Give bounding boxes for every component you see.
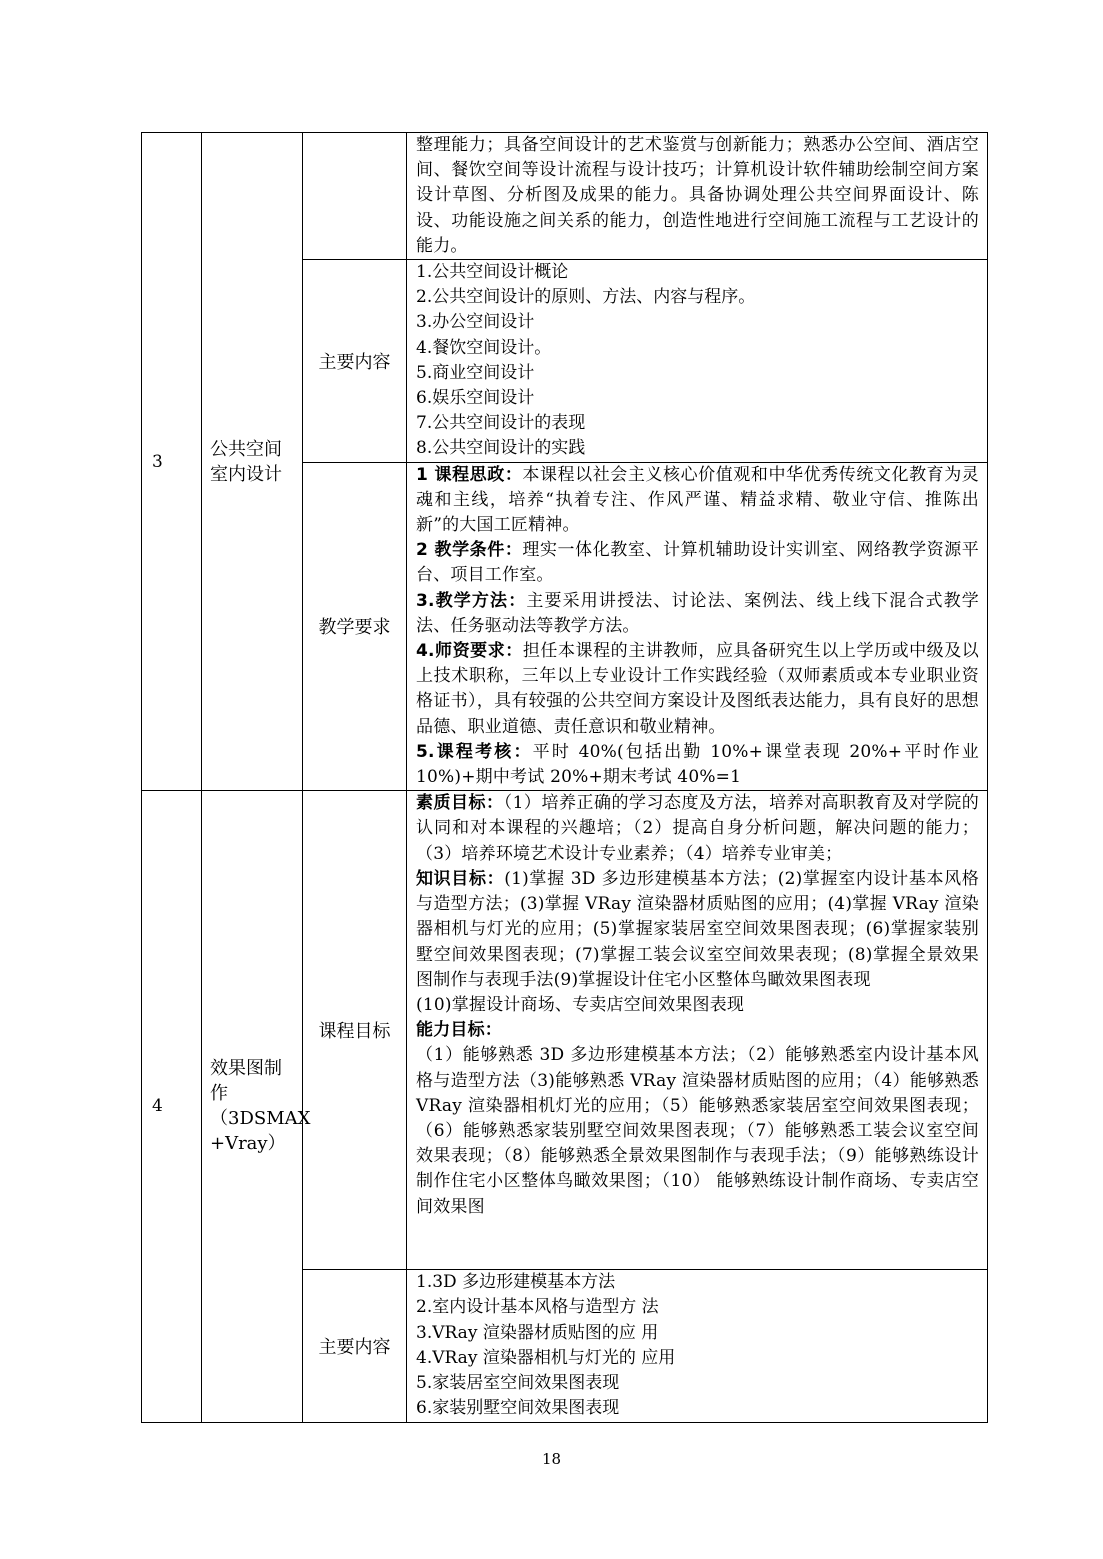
item-label-cell [303, 791, 407, 1270]
course-name-cell [202, 133, 303, 791]
list-item: 1.3D 多边形建模基本方法 [416, 1272, 616, 1293]
requirement-text: 主要采用讲授法、讨论法、案例法、线上线下混合式教学法、任务驱动法等教学方法。 [416, 590, 980, 636]
requirement-keyword: 2 教学条件： [416, 540, 523, 561]
table-row [142, 133, 988, 260]
content-cell [407, 462, 988, 791]
list-item: 5.家装居室空间效果图表现 [416, 1373, 620, 1394]
course-name-line: （3DSMAX [210, 1108, 311, 1130]
empty-item-cell [303, 133, 407, 260]
course-name-line: +Vray） [210, 1133, 286, 1155]
course-number-cell [142, 133, 202, 791]
requirement-text: 平时 40%(包括出勤 10%+课堂表现 20%+平时作业 10%)+期中考试 20%+期末考试 40%=1 [416, 741, 980, 788]
goal-text: （1）能够熟悉 3D 多边形建模基本方法；（2）能够熟悉室内设计基本风格与造型方法（3)能够熟悉 VRay 渲染器材质贴图的应用；（4）能够熟悉 VRay 渲染器相机灯光的应用；（5）能够熟悉家装居室空间效果图表现；（6）能够熟悉家装别墅空间效果图表现；（7）能够熟悉工装会议室空间效果表现；（8）能够熟悉全景效果图制作与表现手法；（9）能够熟练设计制作住宅小区整体鸟瞰效果图；（10） 能够熟练设计制作商场、专卖店空间效果图 [416, 1045, 979, 1217]
item-label-cell [303, 462, 407, 791]
list-item: 4.VRay 渲染器相机与灯光的 应用 [416, 1347, 676, 1368]
list-item: 1.公共空间设计概论 [416, 262, 569, 283]
ability-continuation-text: 整理能力；具备空间设计的艺术鉴赏与创新能力；熟悉办公空间、酒店空间、餐饮空间等设计流程与设计技巧；计算机设计软件辅助绘制空间方案设计草图、分析图及成果的能力。具备协调处理公共空间界面设计、陈设、功能设施之间关系的能力，创造性地进行空间施工流程与工艺设计的能力。 [416, 135, 979, 256]
list-item: 4.餐饮空间设计。 [416, 337, 552, 358]
list-item: 5.商业空间设计 [416, 362, 535, 383]
requirement-paragraph [416, 740, 979, 790]
course-name-cell [202, 791, 311, 1422]
goal-text: （1）培养正确的学习态度及方法，培养对高职教育及对学院的认同和对本课程的兴趣培；（2）提高自身分析问题，解决问题的能力；（3）培养环境艺术设计专业素养；（4）培养专业审美； [416, 793, 979, 864]
list-item: 8.公共空间设计的实践 [416, 438, 586, 459]
content-cell [407, 1270, 988, 1422]
requirement-paragraph [416, 538, 979, 588]
goal-paragraph [416, 1018, 979, 1043]
item-label-teaching-requirements: 教学要求 [318, 617, 391, 639]
item-label-main-content: 主要内容 [318, 1336, 391, 1358]
requirement-text: 担任本课程的主讲教师，应具备研究生以上学历或中级及以上技术职称，三年以上专业设计工作实践经验（双师素质或本专业职业资格证书），具有较强的公共空间方案设计及图纸表达能力，具有良好的思想品德、职业道德、责任意识和敬业精神。 [416, 641, 980, 737]
goal-keyword: 知识目标： [416, 868, 505, 889]
goal-keyword: 素质目标： [416, 793, 504, 814]
list-item: 3.VRay 渲染器材质贴图的应 用 [416, 1322, 659, 1343]
curriculum-table [141, 132, 988, 1423]
list-item: 3.办公空间设计 [416, 312, 535, 333]
requirement-keyword: 1 课程思政： [416, 464, 523, 485]
goal-keyword: 能力目标： [416, 1020, 502, 1041]
requirement-paragraph [416, 463, 979, 539]
content-cell [407, 260, 988, 463]
course-number: 3 [152, 451, 163, 472]
item-label-cell [303, 1270, 407, 1422]
content-cell [407, 791, 988, 1270]
list-item: 6.娱乐空间设计 [416, 388, 535, 409]
course-number: 4 [152, 1096, 163, 1117]
content-cell [407, 133, 988, 260]
requirement-keyword: 3.教学方法： [416, 590, 527, 611]
requirement-keyword: 5.课程考核： [416, 741, 533, 762]
item-label-cell [303, 260, 407, 463]
goal-paragraph [416, 791, 979, 867]
course-name-line: 室内设计 [210, 463, 282, 485]
list-item: 7.公共空间设计的表现 [416, 413, 586, 434]
requirement-text: 理实一体化教室、计算机辅助设计实训室、网络教学资源平台、项目工作室。 [416, 540, 979, 586]
course-name-line: 公共空间 [210, 438, 282, 460]
page-number: 18 [541, 1450, 562, 1468]
goal-paragraph [416, 867, 979, 993]
course-name-line: 作 [210, 1083, 228, 1105]
course-name-line: 效果图制 [210, 1058, 282, 1080]
table-row [142, 791, 988, 1270]
requirement-text: 本课程以社会主义核心价值观和中华优秀传统文化教育为灵魂和主线，培养“执着专注、作风严谨、精益求精、敬业守信、推陈出新”的大国工匠精神。 [416, 464, 979, 536]
list-item: 6.家装别墅空间效果图表现 [416, 1398, 620, 1419]
item-label-main-content: 主要内容 [318, 351, 391, 373]
requirement-keyword: 4.师资要求： [416, 641, 523, 662]
goal-text: (1)掌握 3D 多边形建模基本方法；(2)掌握室内设计基本风格与造型方法；(3)掌握 VRay 渲染器材质贴图的应用；(4)掌握 VRay 渲染器相机与灯光的应用；(5)掌握家装居室空间效果图表现；(6)掌握家装别墅空间效果图表现；(7)掌握工装会议室空间效果表现；(8)掌握全景效果图制作与表现手法(9)掌握设计住宅小区整体鸟瞰效果图表现 [416, 868, 979, 990]
requirement-paragraph [416, 639, 979, 740]
course-number-cell [142, 791, 202, 1422]
list-item: 2.室内设计基本风格与造型方 法 [416, 1297, 659, 1318]
requirement-paragraph [416, 589, 979, 639]
item-label-course-goals: 课程目标 [318, 1021, 391, 1043]
goal-paragraph: (10)掌握设计商场、专卖店空间效果图表现 [416, 994, 745, 1015]
list-item: 2.公共空间设计的原则、方法、内容与程序。 [416, 287, 756, 308]
